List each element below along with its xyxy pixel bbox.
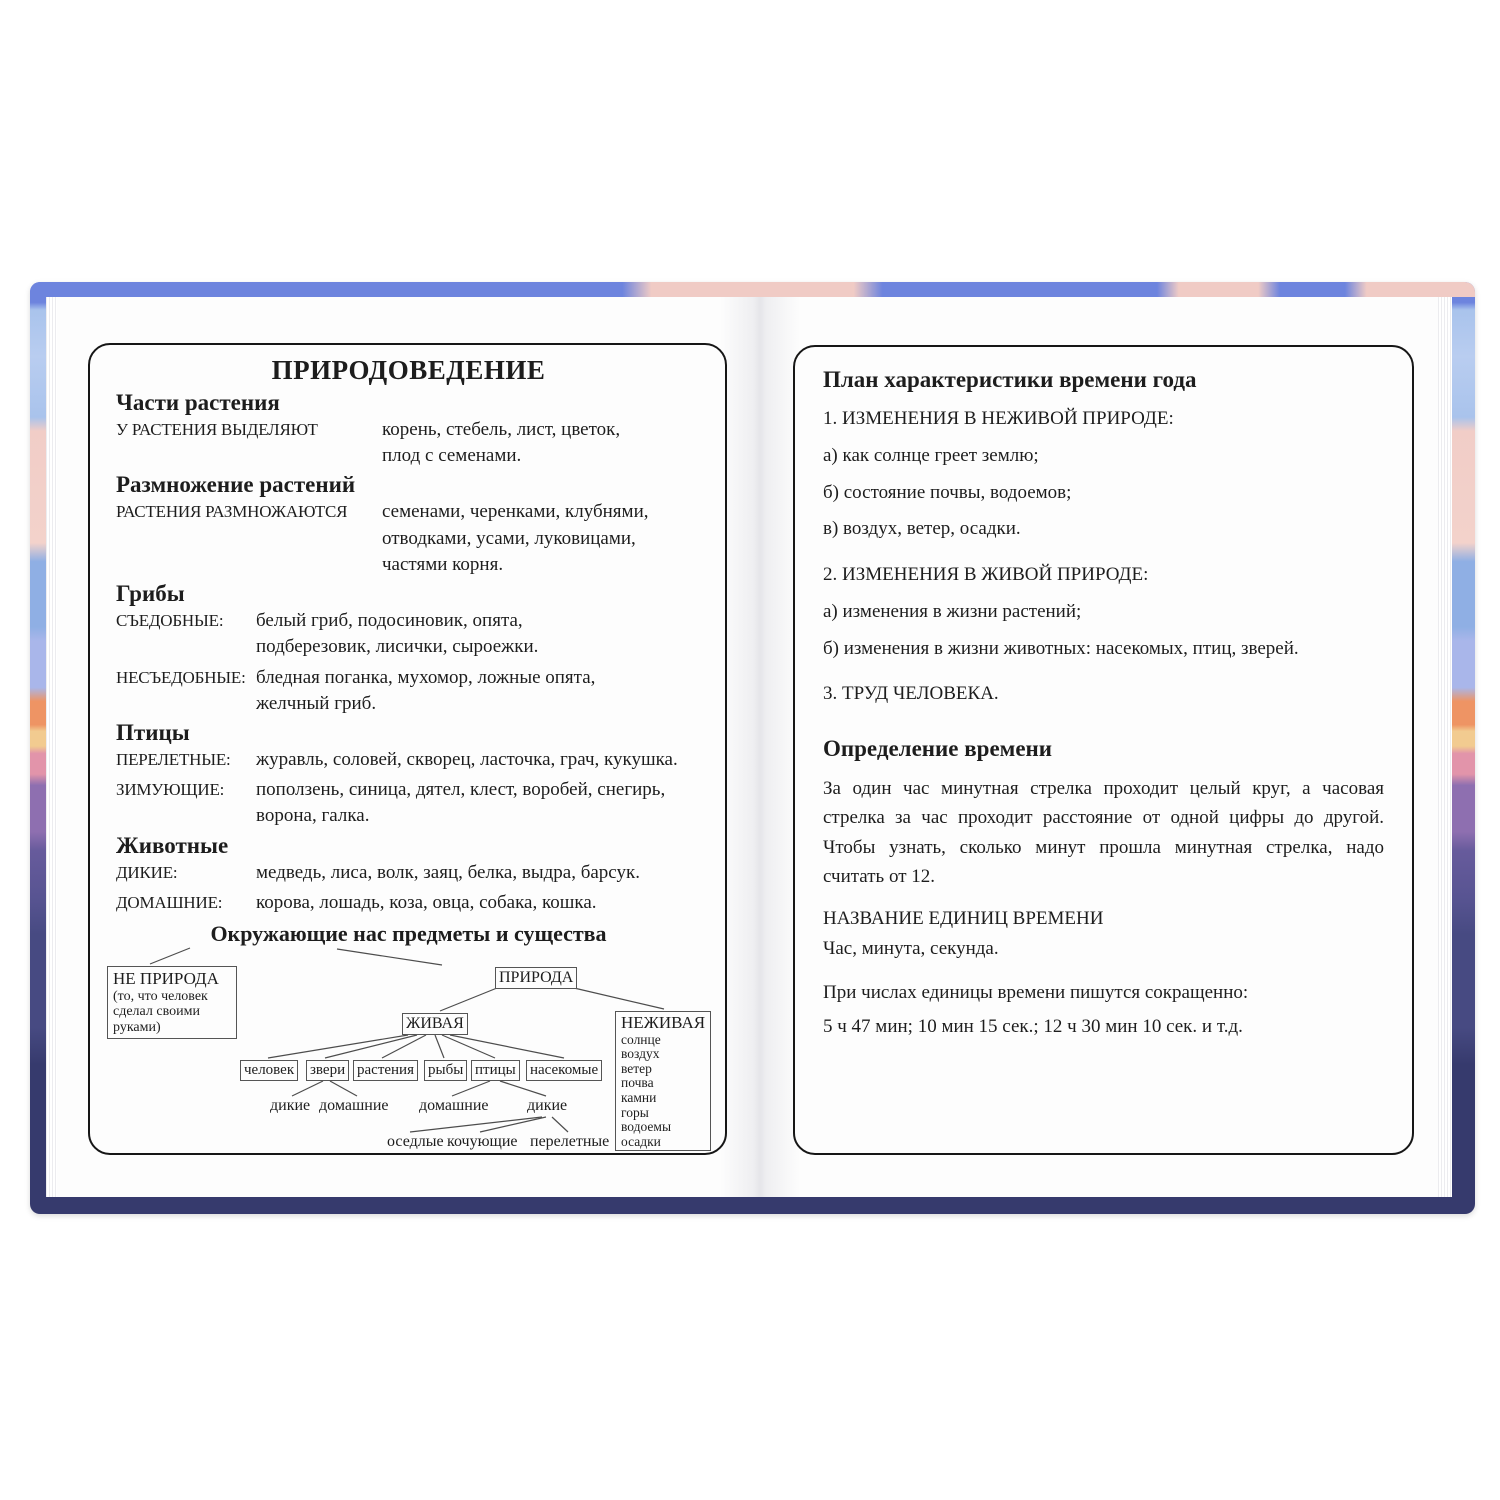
plan-title: План характеристики времени года [823, 367, 1197, 392]
node-living: ЖИВАЯ [402, 1013, 468, 1035]
definition-row [116, 860, 701, 886]
definition-row [116, 777, 701, 829]
row-label: РАСТЕНИЯ РАЗМНОЖАЮТСЯ [116, 502, 348, 522]
units-heading: НАЗВАНИЕ ЕДИНИЦ ВРЕМЕНИ [823, 907, 1104, 929]
label-beasts-wild: дикие [270, 1097, 311, 1115]
plan-item: 2. ИЗМЕНЕНИЯ В ЖИВОЙ ПРИРОДЕ: [823, 564, 1149, 585]
row-label: ДОМАШНИЕ: [116, 892, 223, 912]
definition-row [116, 747, 701, 773]
row-label: ДИКИЕ: [116, 862, 178, 882]
section-plant-parts [116, 390, 701, 469]
label-nomadic: кочующие [447, 1133, 518, 1151]
row-value: журавль, соловей, скворец, ласточка, грач, кукушка. [256, 748, 678, 770]
time-heading: Определение времени [823, 736, 1053, 761]
row-value: белый гриб, подосиновик, опята, подберезовик, лисички, сыроежки. [256, 610, 539, 658]
node-plants: растения [353, 1060, 418, 1081]
section-animals [116, 833, 701, 916]
definition-row [116, 890, 701, 916]
node-human: человек [240, 1060, 298, 1081]
section-heading: Части растения [116, 390, 280, 415]
plan-item: б) изменения в жизни животных: насекомых, птиц, зверей. [823, 637, 1299, 659]
definition-row [116, 608, 701, 660]
section-plant-reproduction [116, 472, 701, 578]
row-value: бледная поганка, мухомор, ложные опята, желчный гриб. [256, 666, 596, 714]
plan-item: а) как солнце греет землю; [823, 444, 1039, 466]
page-title: ПРИРОДОВЕДЕНИЕ [271, 355, 546, 385]
abbr-intro: При числах единицы времени пишутся сокращенно: [823, 981, 1249, 1003]
spine-shadow [720, 297, 800, 1197]
units-line: Час, минута, секунда. [823, 937, 999, 959]
row-label: У РАСТЕНИЯ ВЫДЕЛЯЮТ [116, 420, 318, 439]
section-birds [116, 720, 701, 830]
node-birds: птицы [471, 1060, 520, 1081]
plan-item: а) изменения в жизни растений; [823, 600, 1082, 622]
row-value: семенами, черенками, клубнями, отводками, усами, луковицами, частями корня. [382, 501, 649, 575]
right-page-frame [793, 345, 1414, 1155]
open-pages [46, 297, 1452, 1197]
definition-row [116, 499, 701, 578]
node-not-nature: НЕ ПРИРОДА (то, что человек сделал своими руками) [107, 966, 237, 1039]
nature-classification-diagram [90, 947, 729, 1159]
season-plan-list [823, 407, 1384, 706]
plan-item: 3. ТРУД ЧЕЛОВЕКА. [823, 683, 999, 705]
section-mushrooms [116, 581, 701, 717]
diagram-heading: Окружающие нас предметы и существа [210, 921, 607, 947]
label-birds-domestic: домашние [419, 1097, 489, 1115]
section-heading: Животные [116, 832, 229, 858]
node-insects: насекомые [526, 1060, 602, 1081]
label-birds-wild: дикие [527, 1097, 568, 1115]
row-label: ЗИМУЮЩИЕ: [116, 780, 225, 800]
node-nature: ПРИРОДА [495, 967, 577, 989]
node-fish: рыбы [424, 1060, 467, 1081]
left-page-frame [88, 343, 727, 1155]
row-label: СЪЕДОБНЫЕ: [116, 611, 224, 631]
label-sedentary: оседлые [387, 1133, 444, 1151]
section-heading: Размножение растений [116, 472, 356, 498]
label-migratory: перелетные [530, 1133, 610, 1151]
plan-item: 1. ИЗМЕНЕНИЯ В НЕЖИВОЙ ПРИРОДЕ: [823, 408, 1174, 429]
plan-item: б) состояние почвы, водоемов; [823, 481, 1072, 503]
row-value: корень, стебель, лист, цветок, плод с семенами. [382, 419, 621, 467]
node-beasts: звери [306, 1060, 349, 1081]
book [30, 282, 1475, 1214]
section-heading: Грибы [116, 581, 185, 607]
row-label: ПЕРЕЛЕТНЫЕ: [116, 749, 231, 769]
row-value: поползень, синица, дятел, клест, воробей, снегирь, ворона, галка. [256, 779, 666, 827]
section-heading: Птицы [116, 719, 190, 745]
row-value: корова, лошадь, коза, овца, собака, кошка. [256, 891, 597, 913]
definition-row [116, 417, 701, 469]
abbr-examples: 5 ч 47 мин; 10 мин 15 сек.; 12 ч 30 мин 10 сек. и т.д. [823, 1015, 1243, 1037]
node-nonliving: НЕЖИВАЯ солнце воздух ветер почва камни горы водоемы осадки [615, 1011, 711, 1151]
row-label: НЕСЪЕДОБНЫЕ: [116, 667, 246, 687]
definition-row [116, 665, 701, 717]
plan-item: в) воздух, ветер, осадки. [823, 518, 1021, 540]
row-value: медведь, лиса, волк, заяц, белка, выдра, барсук. [256, 861, 640, 883]
book-cover-top-edge [30, 282, 1475, 297]
label-beasts-domestic: домашние [319, 1097, 389, 1115]
time-paragraph: За один час минутная стрелка проходит целый круг, а часовая стрелка за час проходит расстояние от одной цифры до другой. Чтобы узнать, сколько минут прошла минутная стрелка, надо считать от 12. [823, 778, 1384, 888]
